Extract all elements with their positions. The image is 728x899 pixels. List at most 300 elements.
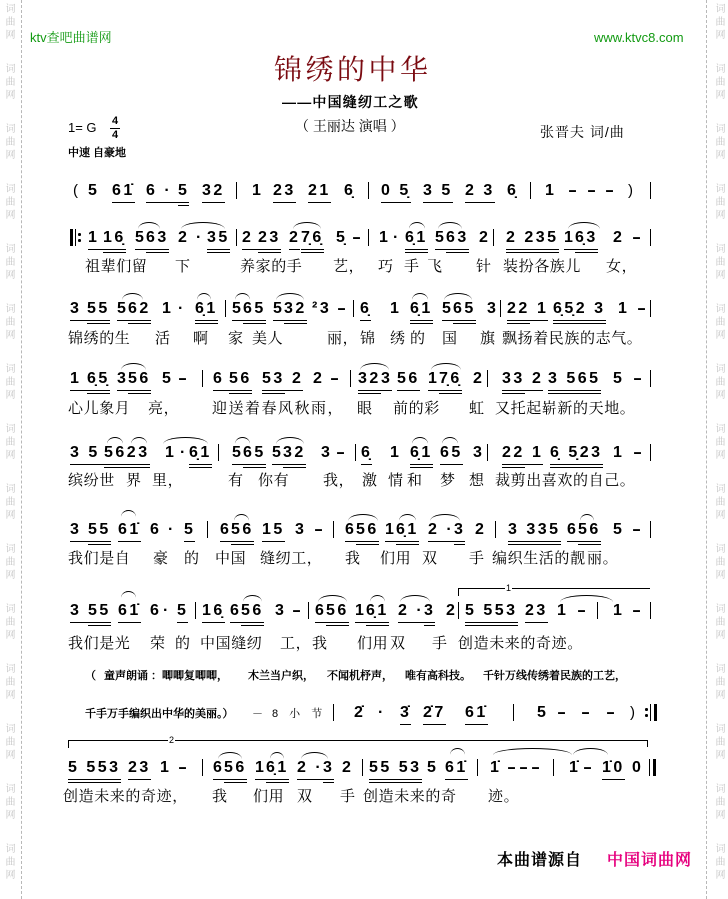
note-group: 61̇ xyxy=(465,704,488,721)
watermark-right: 词曲网 xyxy=(713,723,724,762)
note-group: 63 xyxy=(146,229,169,246)
slur xyxy=(438,222,462,229)
note-group: 3 xyxy=(424,602,436,619)
barline xyxy=(333,521,334,538)
note-group: 65 xyxy=(243,444,266,461)
extension-dash: - xyxy=(606,704,620,721)
time-signature xyxy=(110,116,120,141)
note-group: 2 xyxy=(178,229,190,246)
site-url-link[interactable]: www.ktvc8.com xyxy=(594,30,684,45)
note-group: 6̣3 xyxy=(575,229,598,246)
augmentation-dot: · xyxy=(168,521,176,538)
grace-note-group: ²3 xyxy=(312,300,332,317)
note-group: 1 xyxy=(390,444,402,461)
lyrics-row-3 xyxy=(0,401,728,419)
close-parenthesis: ) xyxy=(630,704,638,721)
note-group: 1 xyxy=(160,759,172,776)
note-group: 5 xyxy=(117,300,129,317)
watermark-right: 词曲网 xyxy=(713,303,724,342)
extension-dash: - xyxy=(531,759,545,776)
barline xyxy=(353,300,354,317)
note-group: 55 xyxy=(87,300,110,317)
watermark-right: 词曲网 xyxy=(713,603,724,642)
slur xyxy=(122,293,143,300)
barline xyxy=(368,229,369,246)
note-group: 3 xyxy=(454,521,466,538)
narration-text: 不闻机杼声， xyxy=(327,670,393,682)
note-group: 55 xyxy=(88,521,111,538)
score-row-1 xyxy=(0,230,728,260)
composer-credits: 张晋夫 词/曲 xyxy=(540,124,625,140)
score-row-5 xyxy=(0,522,728,552)
note-group: 2 xyxy=(613,229,625,246)
note-group: 61̇ xyxy=(118,602,141,619)
note-group: 1 xyxy=(545,182,557,199)
slur xyxy=(400,595,430,602)
lyric-segment: 创造未来的奇迹， xyxy=(63,789,188,805)
tie xyxy=(573,748,608,755)
lyric-segment: 丽。 xyxy=(587,551,619,567)
note-group: 1 xyxy=(379,229,391,246)
note-group: 35 xyxy=(207,229,230,246)
note-group: 33 xyxy=(502,370,525,387)
barline xyxy=(195,602,196,619)
note-group: 32 xyxy=(283,444,306,461)
score-row-3 xyxy=(0,371,728,401)
lyric-segment: 迹。 xyxy=(488,789,520,805)
barline xyxy=(650,229,651,246)
barline xyxy=(458,602,459,619)
lyric-segment: 祖辈们留 xyxy=(85,259,148,275)
note-group: 5 xyxy=(613,370,625,387)
note-group: 1 xyxy=(613,444,625,461)
lyric-segment: 眼 xyxy=(357,401,373,417)
lyric-segment: 里， xyxy=(152,473,184,489)
lyrics-row-1 xyxy=(0,259,728,277)
lyric-segment: 和 xyxy=(407,473,423,489)
note-group: 2 xyxy=(242,229,261,246)
watermark-left: 词曲网 xyxy=(3,183,14,222)
slur xyxy=(370,595,385,602)
song-subtitle: ——中国缝纫工之歌 xyxy=(282,94,419,110)
source-site-link[interactable]: 中国词曲网 xyxy=(607,852,693,869)
note-group: 0 5̣ xyxy=(381,182,411,199)
extension-dash: - xyxy=(581,704,595,721)
note-group: 6 xyxy=(230,602,242,619)
score-row-2 xyxy=(0,301,728,331)
note-group: 3 xyxy=(70,521,89,538)
note-group: 3 xyxy=(117,370,129,387)
watermark-left: 词曲网 xyxy=(3,543,14,582)
barline xyxy=(236,182,237,199)
watermark-right: 词曲网 xyxy=(713,183,724,222)
note-group: 3 565 xyxy=(548,370,601,387)
barline xyxy=(650,300,651,317)
lyric-segment: 飘扬着民族的志气。 xyxy=(502,331,643,347)
slur xyxy=(163,437,208,444)
lyric-segment: 美人 xyxy=(252,331,284,347)
lyric-segment: 缤纷世 xyxy=(68,473,115,489)
barline xyxy=(650,602,651,619)
score-row-intro xyxy=(0,183,728,213)
note-group: 7̣6̣ xyxy=(439,370,462,387)
note-group: 23 xyxy=(525,602,548,619)
note-group: 2 xyxy=(525,370,544,387)
note-group: 2 3 xyxy=(465,182,495,199)
barline xyxy=(650,182,651,199)
note-group: 65 xyxy=(243,300,266,317)
note-group: 1̇ xyxy=(490,759,502,776)
note-group: 61̇ xyxy=(112,182,135,199)
note-group: 3 xyxy=(473,444,485,461)
lyrics-row-2 xyxy=(0,331,728,349)
barline xyxy=(650,444,651,461)
lyric-segment: 缝纫工， xyxy=(260,551,323,567)
note-group: 5 xyxy=(613,521,625,538)
watermark-left: 词曲网 xyxy=(3,3,14,42)
tie xyxy=(493,748,572,755)
performer: （ 王丽达 演唱 ） xyxy=(295,118,405,134)
note-group: 2 xyxy=(342,759,354,776)
note-group: 3 xyxy=(70,300,89,317)
slur xyxy=(409,222,425,229)
barline xyxy=(202,370,203,387)
lyric-segment: 艺， xyxy=(333,259,365,275)
note-group: 6 xyxy=(150,602,162,619)
note-group: 56 xyxy=(326,602,349,619)
score-row-ending xyxy=(0,760,728,790)
barline xyxy=(333,704,334,721)
slur xyxy=(218,752,242,759)
note-group: 2 xyxy=(473,370,485,387)
narration-bar-count: 8 小 节 xyxy=(272,708,327,720)
note-group: 6̣1 xyxy=(410,444,433,461)
slur xyxy=(412,437,428,444)
barline xyxy=(597,602,598,619)
note-group: 5 xyxy=(435,229,447,246)
lyric-segment: 我 xyxy=(312,636,328,652)
note-group: 2 xyxy=(313,370,325,387)
note-group: 6̣ 5̣23 xyxy=(550,444,603,461)
note-group: 5 553 xyxy=(465,602,518,619)
lyric-segment: 手 xyxy=(404,259,420,275)
barline xyxy=(362,759,363,776)
slur xyxy=(276,293,304,300)
note-group: 55 xyxy=(88,602,111,619)
barline xyxy=(355,444,356,461)
lyric-segment: 双 xyxy=(390,636,406,652)
extension-dash: - xyxy=(637,300,651,317)
watermark-left: 词曲网 xyxy=(3,603,14,642)
watermark-right: 词曲网 xyxy=(713,483,724,522)
note-group: 5 xyxy=(537,704,549,721)
note-group: 2 xyxy=(479,229,491,246)
lyric-segment: 我 xyxy=(345,551,361,567)
note-group: 6 xyxy=(150,521,162,538)
note-group: 1 xyxy=(70,370,89,387)
extension-dash: - xyxy=(519,759,533,776)
lyric-segment: 们用 xyxy=(380,551,412,567)
lyric-segment: 飞 xyxy=(427,259,443,275)
lyric-segment: 们用 xyxy=(253,789,285,805)
slur xyxy=(450,748,465,755)
extension-dash: - xyxy=(632,229,646,246)
augmentation-dot: · xyxy=(178,300,186,317)
note-group: 6 · xyxy=(146,182,180,199)
note-group: 56 xyxy=(224,759,247,776)
note-group: 3 5 xyxy=(423,182,453,199)
extension-dash: - xyxy=(632,521,646,538)
note-group: 6̣1 xyxy=(195,300,218,317)
note-group: 21 xyxy=(308,182,331,199)
note-group: 1 xyxy=(530,300,549,317)
lyric-segment: 中国 xyxy=(215,551,247,567)
note-group: 55 53 xyxy=(369,759,422,776)
note-group: 32 xyxy=(202,182,225,199)
augmentation-dot: · xyxy=(196,229,204,246)
lyric-segment: 养家的手 xyxy=(240,259,303,275)
note-group: 23 xyxy=(128,759,151,776)
note-group: 5 xyxy=(273,300,285,317)
note-group: 3 xyxy=(323,759,335,776)
source-label: 本曲谱源自 xyxy=(497,852,583,869)
extension-dash: - xyxy=(178,759,192,776)
note-group: 1 xyxy=(162,300,174,317)
watermark-right: 词曲网 xyxy=(713,543,724,582)
lyric-segment: 旗 xyxy=(480,331,496,347)
note-group: 22 xyxy=(502,444,525,461)
augmentation-dot: · xyxy=(378,704,386,721)
note-group: 5 xyxy=(135,229,147,246)
watermark-left: 词曲网 xyxy=(3,423,14,462)
note-group: 1 xyxy=(618,300,630,317)
lyric-segment: 锦 xyxy=(360,331,376,347)
narration-open-paren: （ xyxy=(85,670,96,682)
slur xyxy=(276,437,304,444)
note-group: 16̣ xyxy=(103,229,126,246)
slur xyxy=(181,222,225,229)
slur xyxy=(568,222,600,229)
slur xyxy=(301,752,328,759)
note-group: 3 xyxy=(70,602,89,619)
watermark-left: 词曲网 xyxy=(3,843,14,882)
watermark-right: 词曲网 xyxy=(713,63,724,102)
watermark-right: 词曲网 xyxy=(713,123,724,162)
note-group: 3 335 xyxy=(508,521,561,538)
lyric-segment: 丽， xyxy=(327,331,359,347)
lyric-segment: 巧 xyxy=(378,259,394,275)
note-group: 6 xyxy=(345,521,357,538)
note-group: 5623 xyxy=(104,444,150,461)
note-group: 2̇ xyxy=(354,704,366,721)
lyric-segment: 手 xyxy=(432,636,448,652)
note-group: 6̣ xyxy=(361,444,373,461)
barline xyxy=(487,444,488,461)
note-group: 6̣1 xyxy=(189,444,212,461)
watermark-right: 词曲网 xyxy=(713,423,724,462)
note-group: 1 xyxy=(428,370,440,387)
note-group: 5 xyxy=(442,300,454,317)
slur xyxy=(138,222,160,229)
note-group: 56 xyxy=(241,602,264,619)
barline xyxy=(530,182,531,199)
note-group: 5 xyxy=(427,759,439,776)
barline xyxy=(493,229,494,246)
slur xyxy=(121,510,136,517)
lyric-segment: 我们是光 xyxy=(68,636,131,652)
note-group: 1 xyxy=(613,602,625,619)
slur xyxy=(234,514,249,521)
note-group: 2 235 xyxy=(506,229,559,246)
note-group: 61̇ xyxy=(118,521,141,538)
note-group: 6̣1 xyxy=(266,759,289,776)
note-group: 15 xyxy=(262,521,285,538)
watermark-right: 词曲网 xyxy=(713,663,724,702)
note-group: 1̇0 xyxy=(602,759,625,776)
note-group: 3 xyxy=(275,602,287,619)
lyric-segment: 的 xyxy=(175,636,191,652)
note-group: 6̣1 xyxy=(396,521,419,538)
narration-text: 木兰当户织， xyxy=(248,670,314,682)
note-group: 7̣6̣ xyxy=(301,229,324,246)
slur xyxy=(442,437,458,444)
extension-dash: - xyxy=(557,704,571,721)
note-group: 1 xyxy=(557,602,569,619)
open-parenthesis: ( xyxy=(73,182,81,199)
lyric-segment: 编织生活的靓 xyxy=(492,551,586,567)
watermark-left: 词曲网 xyxy=(3,63,14,102)
note-group: 6̣5̣ xyxy=(87,370,110,387)
lyrics-row-5 xyxy=(0,551,728,569)
barline xyxy=(368,182,369,199)
extension-dash: - xyxy=(314,521,328,538)
note-group: 1̇ xyxy=(569,759,581,776)
lyric-segment: 创造未来的奇 xyxy=(363,789,457,805)
barline xyxy=(495,521,496,538)
note-group: 0 xyxy=(632,759,644,776)
note-group: 1 xyxy=(165,444,177,461)
extension-dash: - xyxy=(587,182,601,199)
note-group: 2 · xyxy=(398,602,425,619)
note-group: 1 xyxy=(252,182,264,199)
lyric-segment: 激 xyxy=(362,473,378,489)
lyric-segment: 我 xyxy=(212,789,228,805)
barline xyxy=(350,370,351,387)
slur xyxy=(430,514,460,521)
first-ending-label: 1 xyxy=(506,583,512,593)
barline xyxy=(477,759,478,776)
note-group: 5 xyxy=(184,521,196,538)
extension-dash: - xyxy=(632,602,646,619)
slur xyxy=(580,514,594,521)
note-group: 6̣ xyxy=(507,182,519,199)
watermark-left: 词曲网 xyxy=(3,663,14,702)
lyric-segment: 亮， xyxy=(148,401,180,417)
lyric-segment: 想 xyxy=(469,473,485,489)
lyric-segment: 心儿象月 xyxy=(68,401,131,417)
extension-dash: - xyxy=(507,759,521,776)
note-group: 3 xyxy=(487,300,499,317)
slur xyxy=(360,363,389,370)
note-group: 6 xyxy=(567,521,579,538)
note-group: 23 xyxy=(258,229,281,246)
lyric-segment: 情 xyxy=(388,473,404,489)
lyric-segment: 针 xyxy=(476,259,492,275)
note-group: 5 xyxy=(272,444,284,461)
note-group: 56 xyxy=(229,370,252,387)
lyric-segment: 双 xyxy=(422,551,438,567)
slur xyxy=(243,595,262,602)
barline xyxy=(218,444,219,461)
lyric-segment: 们用 xyxy=(357,636,389,652)
narration-text: 千针万线传绣着民族的工艺， xyxy=(483,670,626,682)
lyric-segment: 梦 xyxy=(440,473,456,489)
note-group: 5 xyxy=(162,370,174,387)
slur xyxy=(121,363,146,370)
note-group: 6̣1 xyxy=(410,300,433,317)
lyric-segment: 虹 xyxy=(469,401,485,417)
extension-dash: - xyxy=(292,602,306,619)
tie xyxy=(560,595,613,602)
note-group: 6̣5̣2 3 xyxy=(553,300,606,317)
lyrics-row-ending xyxy=(0,789,728,807)
lyric-segment: 豪 xyxy=(153,551,169,567)
note-group: 32 xyxy=(358,370,381,387)
watermark-right: 词曲网 xyxy=(713,783,724,822)
note-group: 2 xyxy=(475,521,487,538)
site-name-link[interactable]: ktv查吧曲谱网 xyxy=(30,30,112,45)
slur xyxy=(318,595,347,602)
score-row-4 xyxy=(0,445,728,475)
lyric-segment: 手 xyxy=(340,789,356,805)
second-ending-bracket xyxy=(68,735,648,748)
note-group: 6̣1 xyxy=(366,602,389,619)
extension-dash: - xyxy=(633,370,647,387)
augmentation-dot: · xyxy=(393,229,401,246)
time-signature-numerator: 4 xyxy=(111,115,119,127)
barline xyxy=(513,704,514,721)
note-group: 2 · xyxy=(428,521,455,538)
note-group: 6 xyxy=(220,521,232,538)
note-group: 61̇ xyxy=(445,759,468,776)
lyric-segment: 的 xyxy=(410,331,426,347)
note-group: 2 xyxy=(446,602,458,619)
barline xyxy=(553,759,554,776)
lyric-segment: 你有 xyxy=(258,473,290,489)
lyric-segment: 锦绣的生 xyxy=(68,331,131,347)
note-group: 63 xyxy=(446,229,469,246)
note-group: 5 xyxy=(88,182,100,199)
note-group: 2̇7 xyxy=(423,704,446,721)
note-group: 1 xyxy=(88,229,107,246)
note-group: 16̣ xyxy=(202,602,225,619)
lyric-segment: 前的彩 xyxy=(393,401,440,417)
lyric-segment: 荣 xyxy=(150,636,166,652)
note-group: 1 xyxy=(255,759,267,776)
note-group: 62 xyxy=(128,300,151,317)
note-group: 56 xyxy=(578,521,601,538)
repeat-end-sign xyxy=(645,704,658,721)
lyric-segment: 啊 xyxy=(193,331,209,347)
watermark-left: 词曲网 xyxy=(3,483,14,522)
watermark-right: 词曲网 xyxy=(713,843,724,882)
extension-dash: - xyxy=(633,444,647,461)
narration-text: 童声朗诵 ：唧唧复唧唧， xyxy=(104,670,229,682)
slur xyxy=(107,437,123,444)
note-group: 5 xyxy=(232,444,244,461)
note-group: 65 xyxy=(440,444,463,461)
note-group: 56 xyxy=(231,521,254,538)
